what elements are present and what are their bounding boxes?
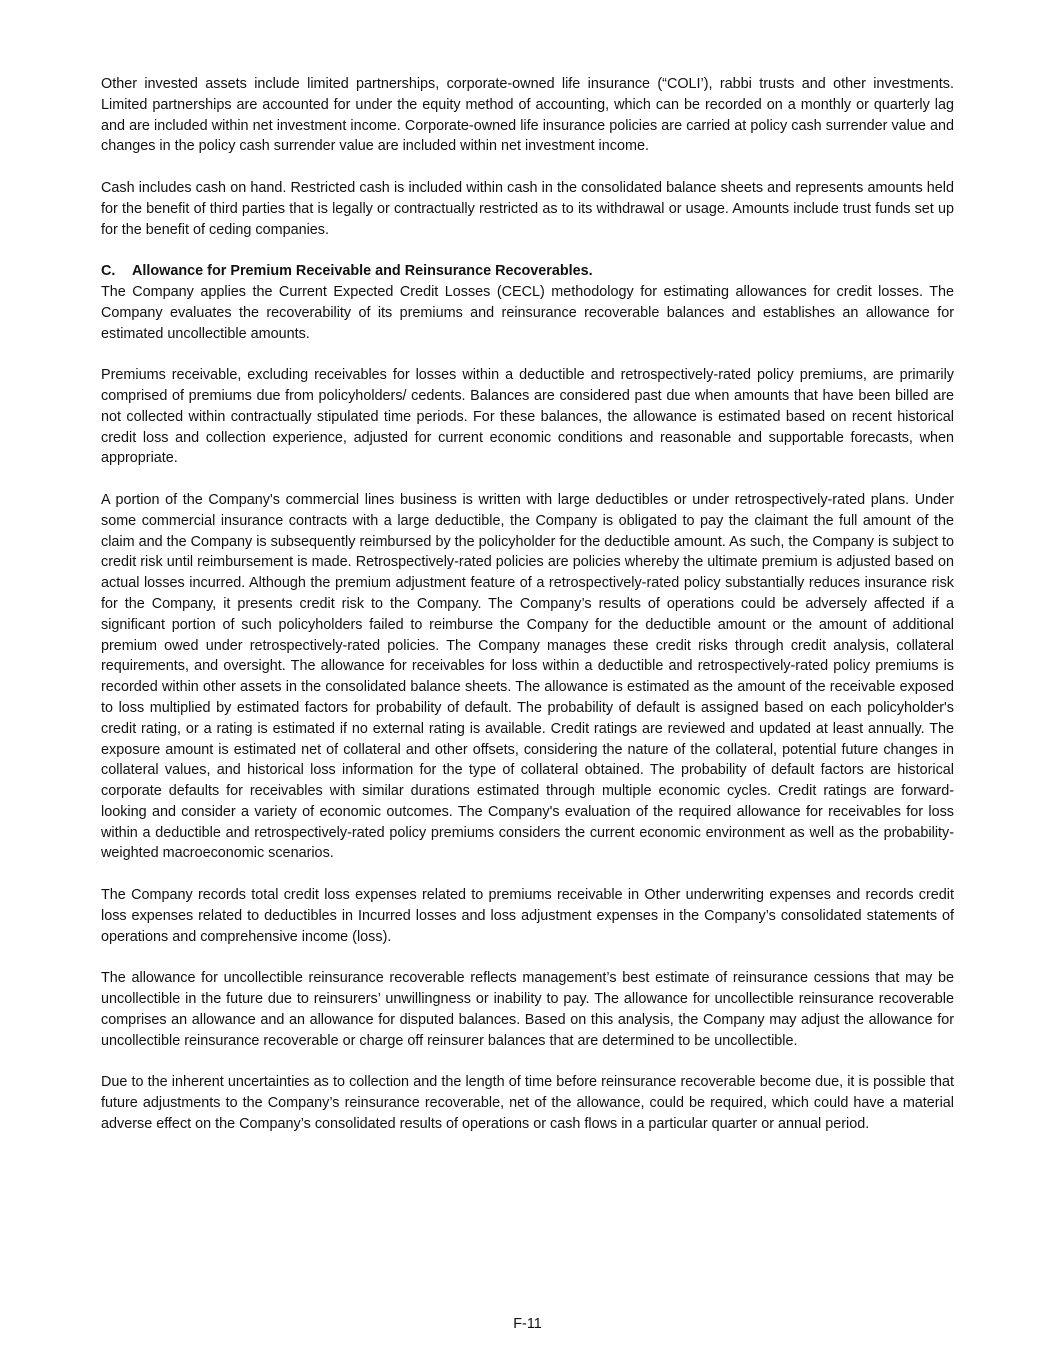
paragraph-other-invested-assets: Other invested assets include limited partnerships, corporate-owned life insurance (“COLI’), rabbi trusts and other investments. Limited partnerships are accounted for under the equity method of accounting, which can be recorded on a monthly or quarterly lag and are included within net investment income. Corporate-owned life insurance policies are carried at policy cash surrender value and changes in the policy cash surrender value are included within net investment income. [101, 76, 954, 155]
paragraph-large-deductibles: A portion of the Company's commercial lines business is written with large deductibles or under retrospectively-rated plans. Under some commercial insurance contracts with a large deductible, the Company is obligated to pay the claimant the full amount of the claim and the Company is subsequently reimbursed by the policyholder for the deductible amount. As such, the Company is subject to credit risk until reimbursement is made. Retrospectively-rated policies are policies whereby the ultimate premium is adjusted based on actual losses incurred. Although the premium adjustment feature of a retrospectively-rated policy substantially reduces insurance risk for the Company, it presents credit risk to the Company. The Company’s results of operations could be adversely affected if a significant portion of such policyholders failed to reimburse the Company for the deductible amount or the amount of additional premium owed under retrospectively-rated policies. The Company manages these credit risks through credit analysis, collateral requirements, and oversight. The allowance for receivables for loss within a deductible and retrospectively-rated policy premiums is recorded within other assets in the consolidated balance sheets. The allowance is estimated as the amount of the receivable exposed to loss multiplied by estimated factors for probability of default. The probability of default is assigned based on each policyholder's credit rating, or a rating is estimated if no external rating is available. Credit ratings are reviewed and updated at least annually. The exposure amount is estimated net of collateral and other offsets, considering the nature of the collateral, potential future changes in collateral values, and historical loss information for the type of collateral obtained. The probability of default factors are historical corporate defaults for receivables with similar durations estimated through multiple economic cycles. Credit ratings are forward-looking and consider a variety of economic outcomes. The Company's evaluation of the required allowance for receivables for loss within a deductible and retrospectively-rated policy premiums considers the current economic environment as well as the probability-weighted macroeconomic scenarios. [101, 491, 954, 862]
page-number: F-11 [513, 1316, 542, 1332]
paragraph-inherent-uncertainties: Due to the inherent uncertainties as to collection and the length of time before reinsurance recoverable become due, it is possible that future adjustments to the Company’s reinsurance recoverable, net of the allowance, could be required, which could have a material adverse effect on the Company’s consolidated results of operations or cash flows in a particular quarter or annual period. [101, 1074, 954, 1132]
section-title: Allowance for Premium Receivable and Reinsurance Recoverables. [132, 263, 593, 280]
paragraph-cash: Cash includes cash on hand. Restricted cash is included within cash in the consolidated balance sheets and represents amounts held for the benefit of third parties that is legally or contractually restricted as to its withdrawal or usage. Amounts include trust funds set up for the benefit of ceding companies. [101, 179, 954, 238]
section-heading [101, 261, 954, 282]
page-body [101, 74, 954, 1155]
paragraph-credit-loss-expenses: The Company records total credit loss expenses related to premiums receivable in Other underwriting expenses and records credit loss expenses related to deductibles in Incurred losses and loss adjustment expenses in the Company’s consolidated statements of operations and comprehensive income (loss). [101, 887, 954, 945]
paragraph-cecl: The Company applies the Current Expected Credit Losses (CECL) methodology for estimating allowances for credit losses. The Company evaluates the recoverability of its premiums and reinsurance recoverable balances and establishes an allowance for estimated uncollectible amounts. [101, 283, 954, 342]
paragraph-premiums-receivable: Premiums receivable, excluding receivables for losses within a deductible and retrospectively-rated policy premiums, are primarily comprised of premiums due from policyholders/ cedents. Balances are considered past due when amounts that have been billed are not collected within contractually stipulated time periods. For these balances, the allowance is estimated based on recent historical credit loss and collection experience, adjusted for current economic conditions and reasonable and supportable forecasts, when appropriate. [101, 367, 954, 467]
section-letter: C. [101, 263, 116, 280]
paragraph-uncollectible-reinsurance: The allowance for uncollectible reinsurance recoverable reflects management’s best estimate of reinsurance cessions that may be uncollectible in the future due to reinsurers’ unwillingness or inability to pay. The allowance for uncollectible reinsurance recoverable comprises an allowance and an allowance for disputed balances. Based on this analysis, the Company may adjust the allowance for uncollectible reinsurance recoverable or charge off reinsurer balances that are determined to be uncollectible. [101, 970, 954, 1049]
